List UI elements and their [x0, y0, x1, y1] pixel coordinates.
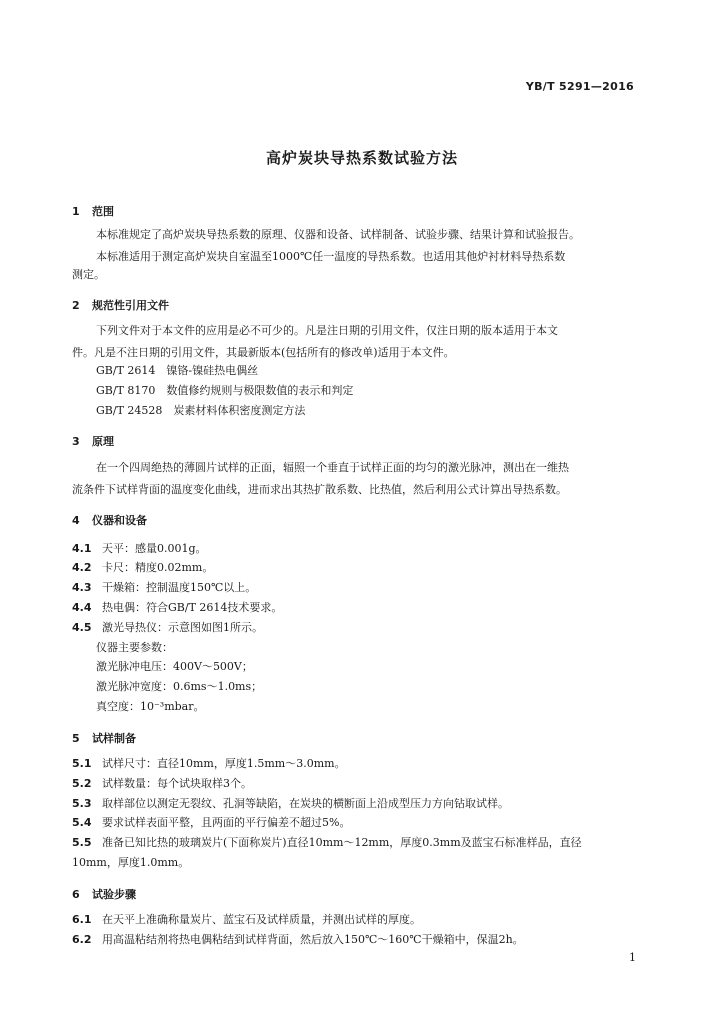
parameter-line: 仪器主要参数：	[96, 641, 173, 654]
paragraph: 件。凡是不注日期的引用文件，其最新版本(包括所有的修改单)适用于本文件。	[72, 346, 455, 359]
list-item	[72, 777, 252, 791]
section-title: 范围	[92, 205, 114, 218]
item-number: 4.5	[72, 621, 92, 634]
item-text: 卡尺：精度0.02mm。	[102, 561, 214, 574]
list-item	[72, 601, 282, 615]
paragraph: 流条件下试样背面的温度变化曲线，进而求出其热扩散系数、比热值，然后利用公式计算出导热系数。	[72, 483, 567, 496]
section-heading	[72, 512, 147, 528]
section-title: 原理	[92, 435, 114, 448]
item-number: 4.2	[72, 561, 92, 574]
section-title: 仪器和设备	[92, 514, 147, 527]
page-number: 1	[629, 951, 636, 964]
standard-code: YB/T 5291—2016	[525, 80, 634, 93]
section-number: 3	[72, 435, 80, 448]
item-number: 5.3	[72, 797, 92, 810]
item-text: 热电偶：符合GB/T 2614技术要求。	[102, 601, 283, 614]
section-title: 规范性引用文件	[92, 299, 169, 312]
item-text: 激光导热仪：示意图如图1所示。	[102, 621, 263, 634]
section-heading	[72, 297, 169, 313]
item-number: 6.1	[72, 913, 92, 926]
item-number: 6.2	[72, 933, 92, 946]
list-item	[72, 816, 350, 830]
item-number: 5.1	[72, 757, 92, 770]
list-item	[72, 836, 582, 850]
page-title: 高炉炭块导热系数试验方法	[265, 149, 458, 167]
item-number: 5.2	[72, 777, 92, 790]
list-item	[72, 581, 256, 595]
list-item	[72, 621, 263, 635]
section-number: 6	[72, 888, 80, 901]
item-text: 要求试样表面平整，且两面的平行偏差不超过5%。	[102, 816, 351, 829]
section-heading	[72, 433, 114, 449]
section-number: 4	[72, 514, 80, 527]
section-number: 5	[72, 732, 80, 745]
section-heading	[72, 203, 114, 219]
list-item	[72, 913, 421, 927]
parameter-line: 真空度：10⁻³mbar。	[96, 700, 205, 713]
reference-item: GB/T 2614 镍铬-镍硅热电偶丝	[96, 364, 259, 377]
list-item	[72, 757, 346, 771]
item-number: 5.5	[72, 836, 92, 849]
item-number: 4.4	[72, 601, 92, 614]
item-text: 用高温粘结剂将热电偶粘结到试样背面，然后放入150℃～160℃干燥箱中，保温2h。	[102, 933, 524, 946]
section-title: 试样制备	[92, 732, 136, 745]
item-text: 取样部位以测定无裂纹、孔洞等缺陷，在炭块的横断面上沿成型压力方向钻取试样。	[102, 797, 509, 810]
section-number: 1	[72, 205, 80, 218]
item-text: 在天平上准确称量炭片、蓝宝石及试样质量，并测出试样的厚度。	[102, 913, 421, 926]
item-text: 准备已知比热的玻璃炭片(下面称炭片)直径10mm～12mm，厚度0.3mm及蓝宝石标准样品，直径	[102, 836, 582, 849]
paragraph: 本标准适用于测定高炉炭块自室温至1000℃任一温度的导热系数。也适用其他炉衬材料导热系数	[96, 250, 566, 263]
item-number: 4.3	[72, 581, 92, 594]
list-item	[72, 933, 524, 947]
paragraph: 测定。	[72, 268, 105, 281]
reference-item: GB/T 24528 炭素材料体积密度测定方法	[96, 404, 306, 417]
parameter-line: 激光脉冲电压：400V～500V；	[96, 660, 253, 673]
item-text: 试样尺寸：直径10mm，厚度1.5mm～3.0mm。	[102, 757, 346, 770]
item-number: 4.1	[72, 542, 92, 555]
list-item	[72, 542, 207, 556]
parameter-line: 激光脉冲宽度：0.6ms～1.0ms；	[96, 680, 263, 693]
paragraph: 本标准规定了高炉炭块导热系数的原理、仪器和设备、试样制备、试验步骤、结果计算和试验报告。	[96, 228, 580, 241]
list-item	[72, 561, 213, 575]
section-heading	[72, 730, 136, 746]
list-item	[72, 797, 509, 811]
reference-item: GB/T 8170 数值修约规则与极限数值的表示和判定	[96, 384, 354, 397]
section-number: 2	[72, 299, 80, 312]
paragraph: 10mm，厚度1.0mm。	[72, 856, 190, 869]
section-heading	[72, 886, 136, 902]
item-text: 试样数量：每个试块取样3个。	[102, 777, 252, 790]
paragraph: 下列文件对于本文件的应用是必不可少的。凡是注日期的引用文件，仅注日期的版本适用于本文	[96, 324, 558, 337]
item-text: 天平：感量0.001g。	[102, 542, 207, 555]
paragraph: 在一个四周绝热的薄圆片试样的正面，辐照一个垂直于试样正面的均匀的激光脉冲，测出在一维热	[96, 461, 569, 474]
item-number: 5.4	[72, 816, 92, 829]
item-text: 干燥箱：控制温度150℃以上。	[102, 581, 257, 594]
section-title: 试验步骤	[92, 888, 136, 901]
